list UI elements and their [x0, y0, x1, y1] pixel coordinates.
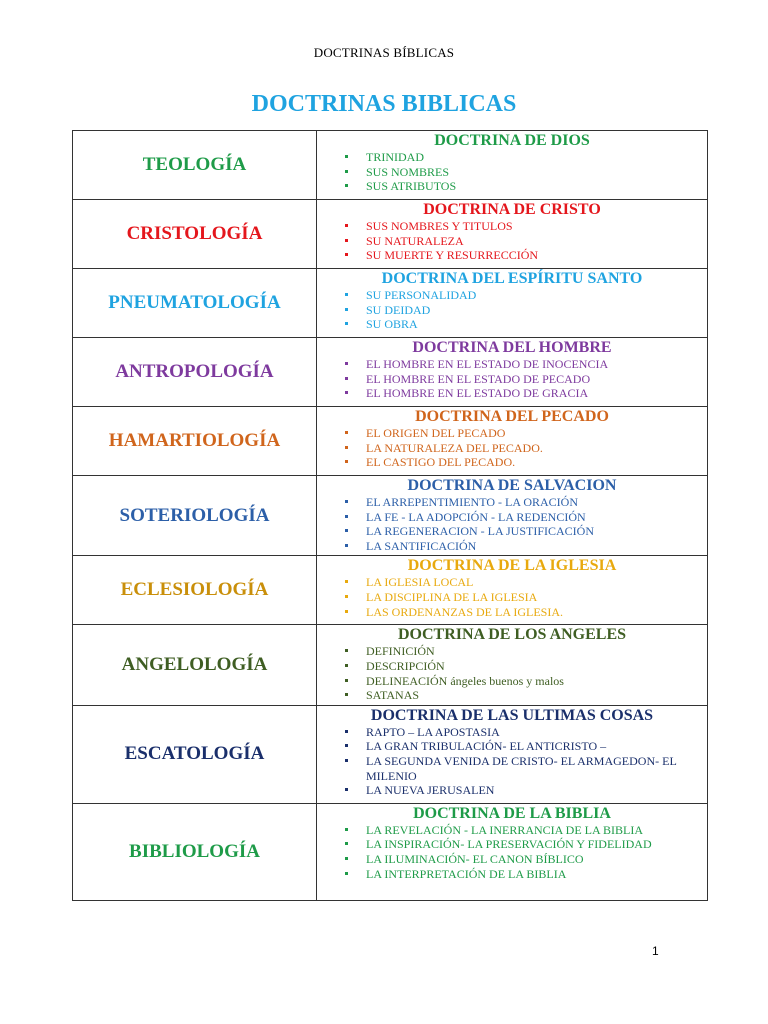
doctrine-name-cell: [73, 705, 317, 803]
doctrine-list-item: SU NATURALEZA: [343, 234, 707, 249]
doctrine-item-list: [317, 725, 707, 800]
doctrine-heading: DOCTRINA DE LA IGLESIA: [407, 557, 617, 575]
doctrine-list-item: LA REVELACIÓN - LA INERRANCIA DE LA BIBLIA: [343, 823, 707, 838]
doctrine-name: HAMARTIOLOGÍA: [108, 430, 281, 451]
doctrine-list-item: LA NATURALEZA DEL PECADO.: [343, 441, 707, 456]
doctrine-name-cell: [73, 269, 317, 338]
doctrine-list-item: SU OBRA: [343, 317, 707, 332]
doctrine-list-item: SATANAS: [343, 688, 707, 703]
doctrine-list-item: DESCRIPCIÓN: [343, 659, 707, 674]
doctrine-row: [73, 338, 708, 407]
doctrine-name-cell: [73, 625, 317, 705]
doctrine-detail-cell: [317, 269, 708, 338]
doctrine-list-item: LA FE - LA ADOPCIÓN - LA REDENCIÓN: [343, 510, 707, 525]
doctrine-list-item: LA INSPIRACIÓN- LA PRESERVACIÓN Y FIDELIDAD: [343, 837, 707, 852]
doctrine-name: ECLESIOLOGÍA: [120, 579, 269, 601]
doctrine-list-item: EL HOMBRE EN EL ESTADO DE PECADO: [343, 372, 707, 387]
doctrine-name-cell: [73, 131, 317, 200]
doctrine-item-list: [317, 357, 707, 403]
doctrine-name-cell: [73, 338, 317, 407]
doctrine-list-item: LA SANTIFICACIÓN: [343, 539, 707, 554]
doctrine-detail-cell: [317, 338, 708, 407]
doctrine-list-item: SU DEIDAD: [343, 303, 707, 318]
doctrine-item-list: [317, 823, 707, 883]
doctrine-row: [73, 556, 708, 625]
doctrine-name: ESCATOLOGÍA: [124, 743, 265, 765]
page-header: DOCTRINAS BÍBLICAS: [313, 45, 455, 60]
doctrine-item-list: [317, 575, 707, 621]
doctrine-detail-cell: [317, 476, 708, 556]
doctrine-list-item: DEFINICIÓN: [343, 644, 707, 659]
doctrine-row: [73, 476, 708, 556]
doctrine-list-item: EL HOMBRE EN EL ESTADO DE GRACIA: [343, 386, 707, 401]
doctrine-list-item: TRINIDAD: [343, 150, 707, 165]
doctrine-heading: DOCTRINA DEL HOMBRE: [412, 339, 612, 356]
doctrine-heading: DOCTRINA DE DIOS: [434, 132, 590, 149]
doctrines-table-body: [73, 131, 708, 901]
doctrine-list-item: SUS ATRIBUTOS: [343, 179, 707, 194]
doctrine-detail-cell: [317, 200, 708, 269]
doctrine-list-item: SU MUERTE Y RESURRECCIÓN: [343, 248, 707, 263]
doctrine-heading: DOCTRINA DEL PECADO: [415, 408, 609, 425]
doctrine-row: [73, 803, 708, 900]
doctrine-detail-cell: [317, 705, 708, 803]
doctrine-row: [73, 131, 708, 200]
doctrine-item-list: [317, 426, 707, 472]
doctrine-list-item: EL HOMBRE EN EL ESTADO DE INOCENCIA: [343, 357, 707, 372]
page-title: DOCTRINAS BIBLICAS: [251, 91, 517, 117]
doctrine-item-list: [317, 288, 707, 334]
doctrine-name: BIBLIOLOGÍA: [129, 840, 260, 862]
doctrine-list-item: EL CASTIGO DEL PECADO.: [343, 455, 707, 470]
doctrine-item-list: [317, 644, 707, 704]
doctrine-list-item: RAPTO – LA APOSTASIA: [343, 725, 707, 740]
doctrine-name-cell: [73, 476, 317, 556]
doctrine-list-item: LA GRAN TRIBULACIÓN- EL ANTICRISTO –: [343, 739, 707, 754]
doctrine-list-item: LA IGLESIA LOCAL: [343, 575, 707, 590]
doctrine-list-item: EL ORIGEN DEL PECADO: [343, 426, 707, 441]
doctrine-list-item: LA SEGUNDA VENIDA DE CRISTO- EL ARMAGEDON- EL MILENIO: [343, 754, 707, 783]
doctrine-detail-cell: [317, 131, 708, 200]
doctrine-name: TEOLOGÍA: [142, 154, 247, 175]
doctrine-list-item: SUS NOMBRES: [343, 165, 707, 180]
doctrine-name-cell: [73, 803, 317, 900]
doctrine-row: [73, 407, 708, 476]
doctrine-list-item: LA DISCIPLINA DE LA IGLESIA: [343, 590, 707, 605]
doctrine-list-item: SUS NOMBRES Y TITULOS: [343, 219, 707, 234]
doctrine-name: ANTROPOLOGÍA: [115, 361, 274, 382]
doctrine-heading: DOCTRINA DEL ESPÍRITU SANTO: [381, 270, 643, 287]
doctrine-name-cell: [73, 200, 317, 269]
doctrine-list-item: SU PERSONALIDAD: [343, 288, 707, 303]
doctrine-item-list: [317, 495, 707, 555]
doctrine-name-cell: [73, 407, 317, 476]
doctrine-name: SOTERIOLOGÍA: [119, 504, 270, 526]
doctrine-name: PNEUMATOLOGÍA: [108, 292, 281, 313]
doctrine-list-item: LAS ORDENANZAS DE LA IGLESIA.: [343, 605, 707, 620]
doctrines-table: [72, 130, 708, 901]
page-number: 1: [652, 944, 659, 958]
doctrine-heading: DOCTRINA DE CRISTO: [423, 201, 601, 218]
doctrine-row: [73, 625, 708, 705]
doctrine-detail-cell: [317, 556, 708, 625]
doctrine-list-item: LA INTERPRETACIÓN DE LA BIBLIA: [343, 867, 707, 882]
doctrine-name: ANGELOLOGÍA: [121, 654, 268, 676]
doctrine-list-item: LA NUEVA JERUSALEN: [343, 783, 707, 798]
doctrine-detail-cell: [317, 407, 708, 476]
doctrine-name-cell: [73, 556, 317, 625]
doctrine-list-item: LA REGENERACION - LA JUSTIFICACIÓN: [343, 524, 707, 539]
doctrine-row: [73, 705, 708, 803]
doctrine-row: [73, 200, 708, 269]
doctrine-row: [73, 269, 708, 338]
doctrine-heading: DOCTRINA DE SALVACION: [407, 477, 617, 494]
doctrine-item-list: [317, 150, 707, 196]
doctrine-heading: DOCTRINA DE LOS ANGELES: [397, 626, 627, 644]
doctrine-list-item: LA ILUMINACIÓN- EL CANON BÍBLICO: [343, 852, 707, 867]
doctrine-detail-cell: [317, 803, 708, 900]
doctrine-list-item: DELINEACIÓN ángeles buenos y malos: [343, 674, 707, 689]
doctrine-item-list: [317, 219, 707, 265]
doctrine-heading: DOCTRINA DE LAS ULTIMAS COSAS: [370, 706, 654, 724]
doctrine-name: CRISTOLOGÍA: [126, 223, 263, 244]
doctrine-detail-cell: [317, 625, 708, 705]
doctrine-list-item: EL ARREPENTIMIENTO - LA ORACIÓN: [343, 495, 707, 510]
doctrine-heading: DOCTRINA DE LA BIBLIA: [413, 804, 611, 822]
